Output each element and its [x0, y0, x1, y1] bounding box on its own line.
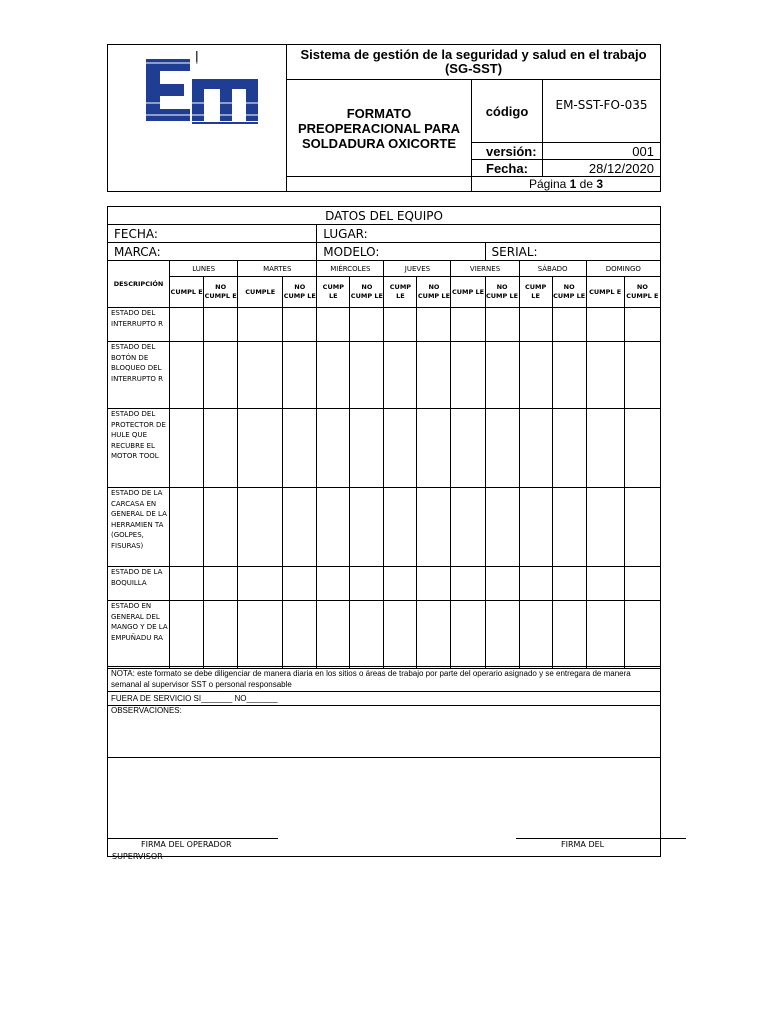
check-cell[interactable]	[624, 342, 660, 409]
check-cell[interactable]	[283, 342, 317, 409]
check-cell[interactable]	[519, 308, 552, 342]
item-description: ESTADO DE LA BOQUILLA	[108, 567, 170, 601]
check-cell[interactable]	[451, 308, 485, 342]
check-cell[interactable]	[238, 488, 283, 567]
footer-table	[107, 666, 661, 857]
item-description: ESTADO DEL PROTECTOR DE HULE QUE RECUBRE EL MOTOR TOOL	[108, 409, 170, 488]
check-cell[interactable]	[317, 567, 350, 601]
check-cell[interactable]	[350, 601, 384, 669]
observations-field[interactable]: OBSERVACIONES:	[108, 706, 661, 758]
check-cell[interactable]	[317, 342, 350, 409]
table-row	[108, 342, 661, 409]
check-cell[interactable]	[451, 409, 485, 488]
sub-header: CUMP LE	[317, 277, 350, 308]
check-cell[interactable]	[586, 488, 624, 567]
fecha-field[interactable]: FECHA:	[108, 225, 317, 243]
check-cell[interactable]	[384, 409, 417, 488]
sub-header: CUMP LE	[451, 277, 485, 308]
check-cell[interactable]	[624, 488, 660, 567]
check-cell[interactable]	[552, 342, 586, 409]
check-cell[interactable]	[586, 601, 624, 669]
check-cell[interactable]	[451, 567, 485, 601]
item-description: ESTADO EN GENERAL DEL MANGO Y DE LA EMPUÑADU RA	[108, 601, 170, 669]
day-header: JUEVES	[384, 261, 451, 277]
item-description: ESTADO DEL INTERRUPTO R	[108, 308, 170, 342]
check-cell[interactable]	[238, 308, 283, 342]
check-cell[interactable]	[317, 308, 350, 342]
check-cell[interactable]	[485, 409, 519, 488]
date-cell	[472, 160, 661, 177]
check-cell[interactable]	[238, 409, 283, 488]
check-cell[interactable]	[552, 308, 586, 342]
check-cell[interactable]	[204, 488, 238, 567]
check-cell[interactable]	[170, 488, 204, 567]
check-cell[interactable]	[384, 342, 417, 409]
table-row	[108, 601, 661, 669]
check-cell[interactable]	[451, 488, 485, 567]
check-cell[interactable]	[170, 342, 204, 409]
sub-header: NO CUMP LE	[417, 277, 451, 308]
sub-header: CUMPL E	[586, 277, 624, 308]
format-title: FORMATO PREOPERACIONAL PARA SOLDADURA OXICORTE	[287, 80, 472, 177]
check-cell[interactable]	[350, 567, 384, 601]
operator-signature-label: FIRMA DEL OPERADOR	[141, 840, 232, 849]
table-row	[108, 567, 661, 601]
check-cell[interactable]	[519, 488, 552, 567]
check-cell[interactable]	[283, 308, 317, 342]
check-cell[interactable]	[485, 488, 519, 567]
code-label: código	[472, 80, 543, 142]
check-cell[interactable]	[519, 342, 552, 409]
check-cell[interactable]	[170, 308, 204, 342]
version-cell	[472, 143, 661, 160]
sub-header: NO CUMP LE	[485, 277, 519, 308]
check-cell[interactable]	[204, 342, 238, 409]
table-row	[108, 488, 661, 567]
supervisor-signature-label: FIRMA DEL	[561, 840, 605, 849]
check-cell[interactable]	[552, 601, 586, 669]
check-cell[interactable]	[485, 567, 519, 601]
modelo-field[interactable]: MODELO:	[317, 243, 485, 261]
date-label: Fecha:	[472, 160, 543, 176]
check-cell[interactable]	[624, 601, 660, 669]
day-header: MARTES	[238, 261, 317, 277]
check-cell[interactable]	[586, 567, 624, 601]
day-header: VIERNES	[451, 261, 519, 277]
sub-header: NO CUMPL E	[204, 277, 238, 308]
check-cell[interactable]	[238, 342, 283, 409]
check-cell[interactable]	[417, 567, 451, 601]
sub-header: CUMP LE	[384, 277, 417, 308]
check-cell[interactable]	[417, 409, 451, 488]
check-cell[interactable]	[283, 409, 317, 488]
day-header: DOMINGO	[586, 261, 660, 277]
sub-header: CUMPLE	[238, 277, 283, 308]
out-of-service[interactable]: FUERA DE SERVICIO SI_______ NO_______	[108, 692, 661, 706]
code-cell	[472, 80, 661, 143]
check-cell[interactable]	[485, 601, 519, 669]
check-cell[interactable]	[586, 409, 624, 488]
check-cell[interactable]	[519, 409, 552, 488]
check-cell[interactable]	[283, 601, 317, 669]
day-header: SÁBADO	[519, 261, 586, 277]
check-cell[interactable]	[317, 409, 350, 488]
sub-header: NO CUMP LE	[552, 277, 586, 308]
check-cell[interactable]	[586, 342, 624, 409]
check-cell[interactable]	[586, 308, 624, 342]
day-header: MIÉRCOLES	[317, 261, 384, 277]
logo-mark: |	[195, 48, 199, 64]
check-cell[interactable]	[417, 308, 451, 342]
sub-header: NO CUMP LE	[283, 277, 317, 308]
check-cell[interactable]	[519, 567, 552, 601]
check-cell[interactable]	[624, 308, 660, 342]
check-cell[interactable]	[204, 601, 238, 669]
marca-field[interactable]: MARCA:	[108, 243, 317, 261]
check-cell[interactable]	[283, 567, 317, 601]
check-cell[interactable]	[384, 601, 417, 669]
sub-header: NO CUMPL E	[624, 277, 660, 308]
check-cell[interactable]	[485, 342, 519, 409]
date-value: 28/12/2020	[588, 160, 654, 176]
check-cell[interactable]	[552, 488, 586, 567]
check-cell[interactable]	[485, 308, 519, 342]
check-cell[interactable]	[552, 409, 586, 488]
check-cell[interactable]	[350, 342, 384, 409]
check-cell[interactable]	[204, 567, 238, 601]
serial-field[interactable]: SERIAL:	[485, 243, 660, 261]
check-cell[interactable]	[350, 488, 384, 567]
check-cell[interactable]	[624, 567, 660, 601]
version-value: 001	[632, 143, 654, 159]
note-text: NOTA: este formato se debe diligenciar de manera diaria en los sitios o áreas de trabajo por parte del operario asignado y se entregara de manera semanal al supervisor SST o personal responsable	[108, 667, 661, 692]
check-cell[interactable]	[238, 601, 283, 669]
sub-header: NO CUMP LE	[350, 277, 384, 308]
supervisor-signature-line	[516, 838, 686, 839]
description-header: DESCRIPCIÓN	[108, 261, 170, 308]
sub-header: CUMPL E	[170, 277, 204, 308]
check-cell[interactable]	[283, 488, 317, 567]
section-title: DATOS DEL EQUIPO	[108, 207, 661, 225]
check-cell[interactable]	[384, 488, 417, 567]
check-cell[interactable]	[552, 567, 586, 601]
check-cell[interactable]	[417, 488, 451, 567]
check-cell[interactable]	[170, 567, 204, 601]
inspection-table	[107, 206, 661, 669]
check-cell[interactable]	[417, 601, 451, 669]
page-indicator: Página 1 de 3	[472, 177, 661, 192]
item-description: ESTADO DE LA CARCASA EN GENERAL DE LA HERRAMIEN TA (GOLPES, FISURAS)	[108, 488, 170, 567]
check-cell[interactable]	[451, 601, 485, 669]
check-cell[interactable]	[384, 567, 417, 601]
table-row	[108, 409, 661, 488]
check-cell[interactable]	[238, 567, 283, 601]
check-cell[interactable]	[417, 342, 451, 409]
lugar-field[interactable]: LUGAR:	[317, 225, 661, 243]
day-header: LUNES	[170, 261, 238, 277]
check-cell[interactable]	[317, 488, 350, 567]
check-cell[interactable]	[451, 342, 485, 409]
company-logo	[146, 59, 258, 125]
operator-signature-line	[108, 838, 278, 839]
check-cell[interactable]	[317, 601, 350, 669]
version-label: versión:	[472, 143, 543, 159]
check-cell[interactable]	[350, 308, 384, 342]
check-cell[interactable]	[350, 409, 384, 488]
check-cell[interactable]	[204, 308, 238, 342]
sub-header: CUMP LE	[519, 277, 552, 308]
table-row	[108, 308, 661, 342]
header-table	[107, 44, 661, 192]
check-cell[interactable]	[624, 409, 660, 488]
item-description: ESTADO DEL BOTÓN DE BLOQUEO DEL INTERRUPTO R	[108, 342, 170, 409]
check-cell[interactable]	[170, 409, 204, 488]
code-value: EM-SST-FO-035	[555, 98, 648, 112]
check-cell[interactable]	[384, 308, 417, 342]
supervisor-signature-label-cont: SUPERVISOR	[112, 852, 163, 861]
system-title: Sistema de gestión de la seguridad y salud en el trabajo (SG-SST)	[287, 45, 661, 80]
logo-cell	[108, 45, 287, 192]
check-cell[interactable]	[519, 601, 552, 669]
check-cell[interactable]	[204, 409, 238, 488]
check-cell[interactable]	[170, 601, 204, 669]
